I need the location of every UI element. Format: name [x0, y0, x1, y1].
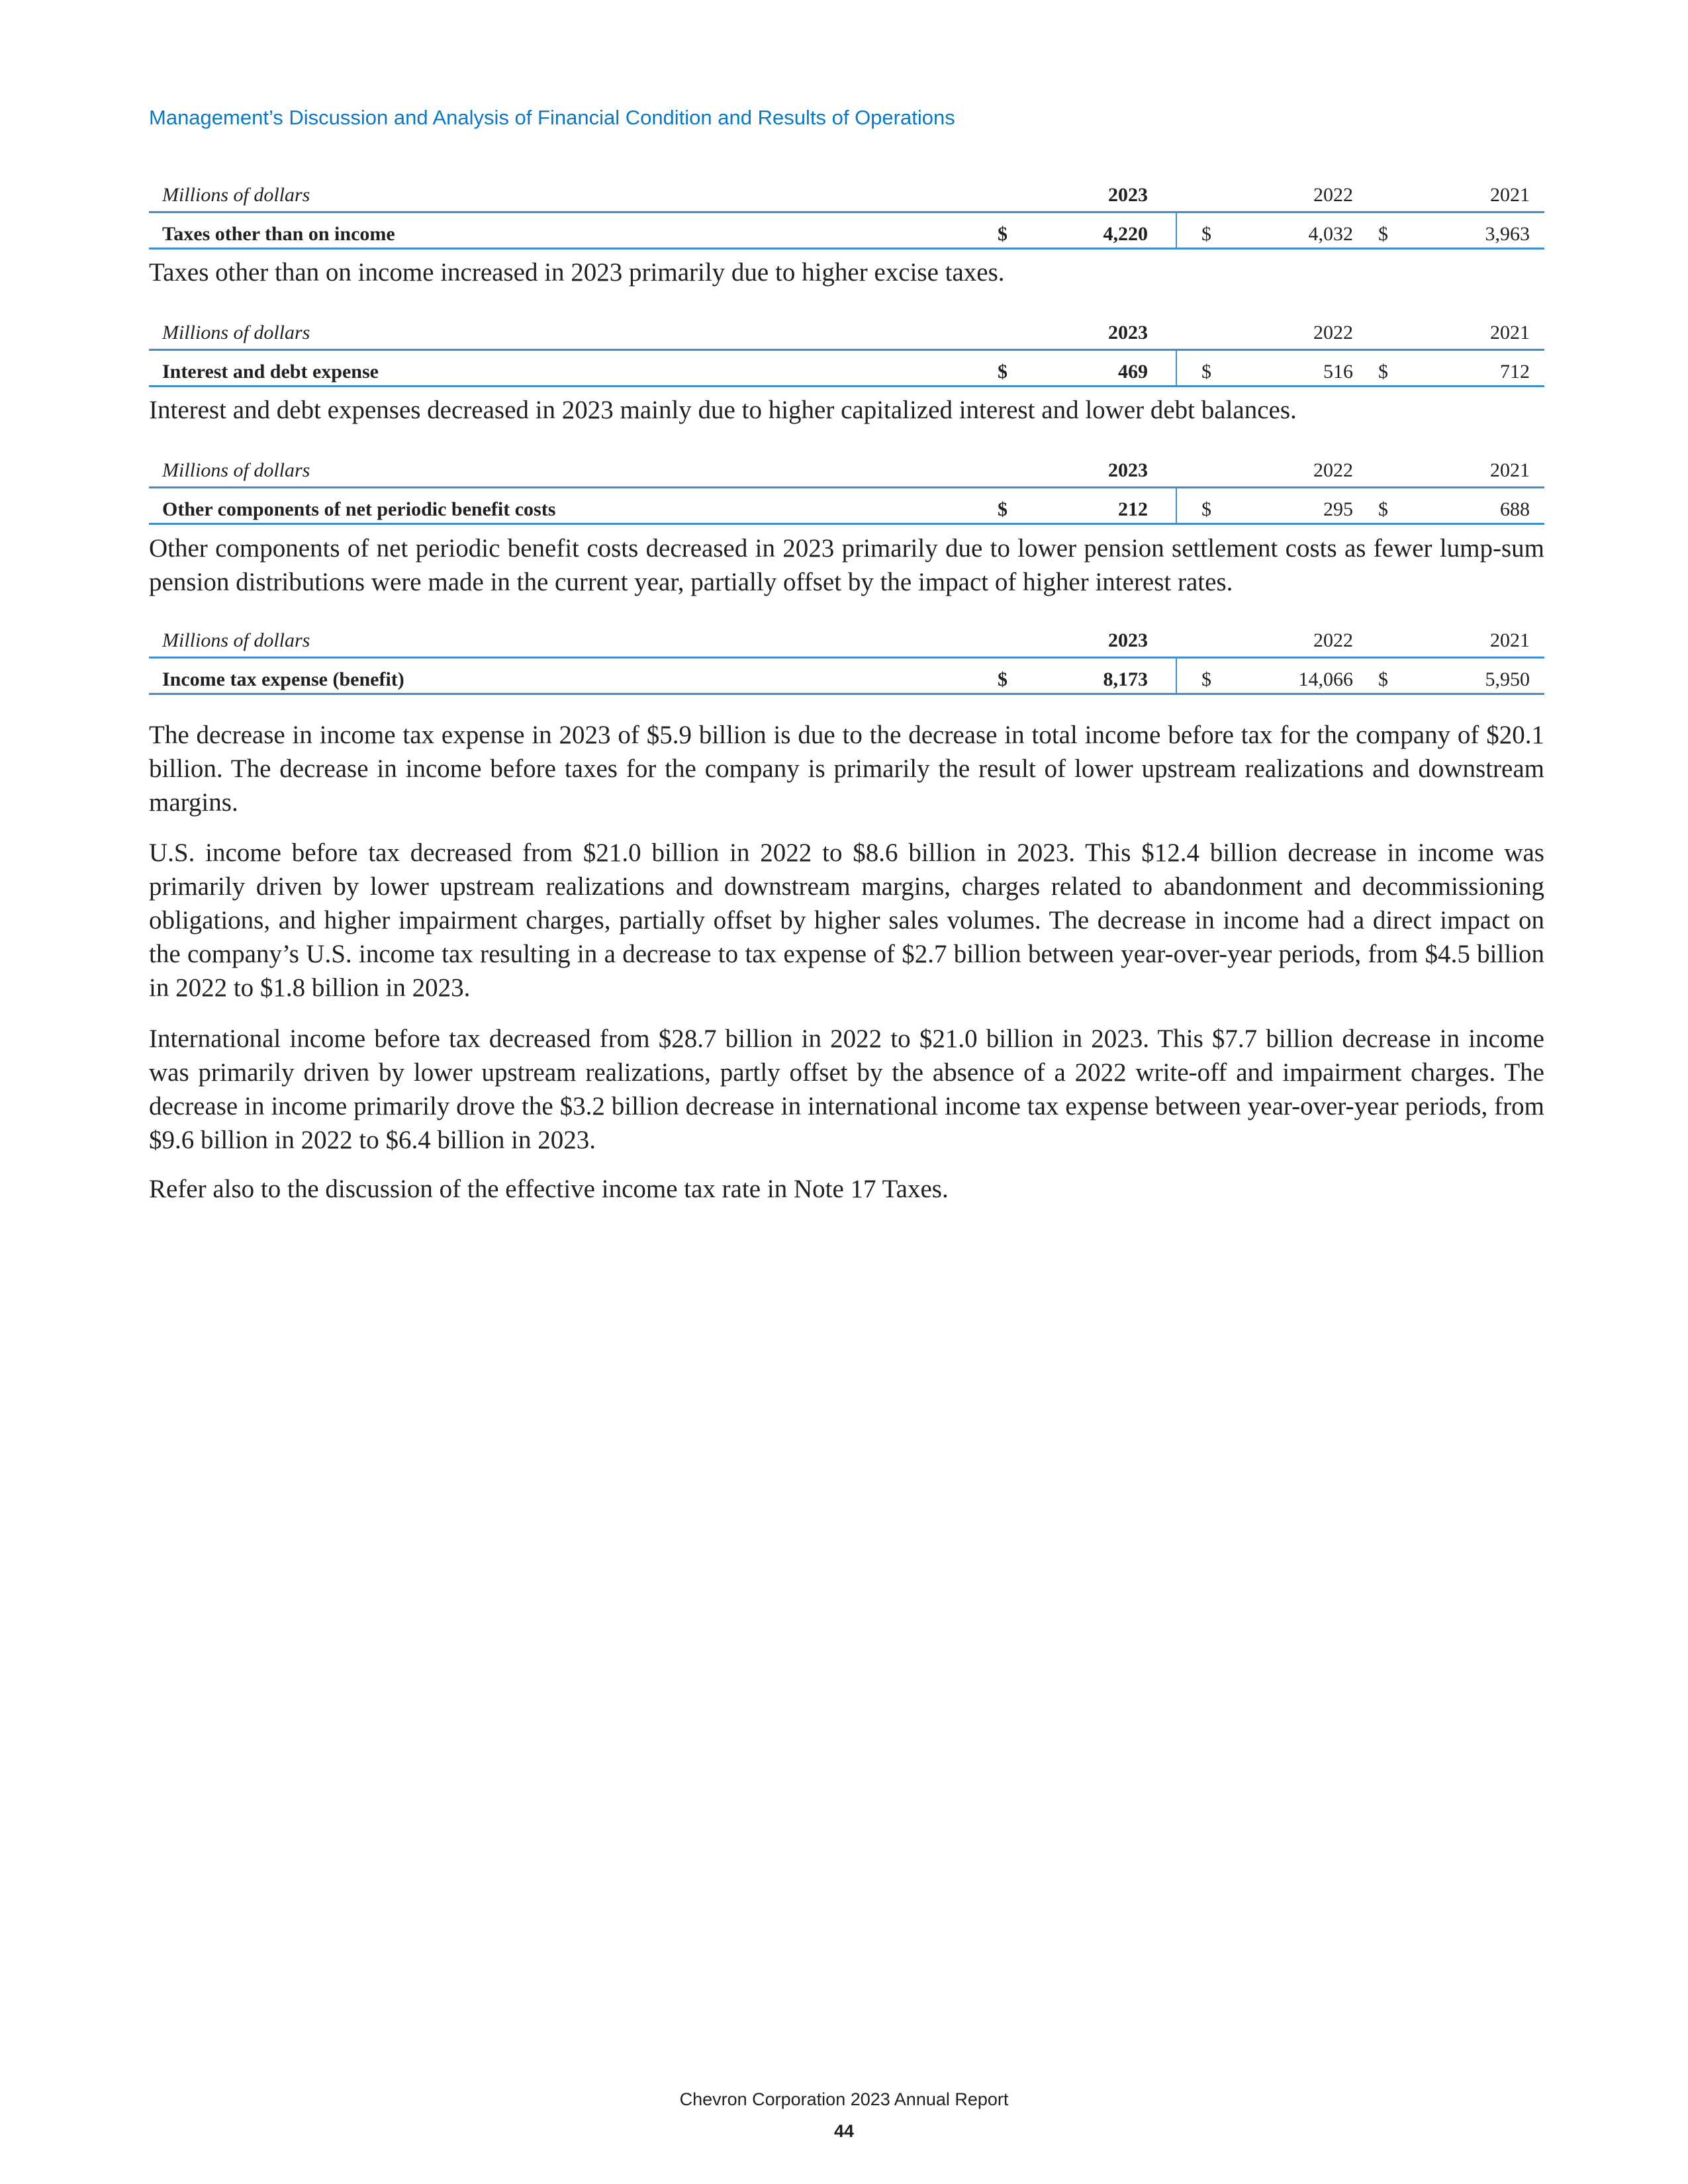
value-2021: 688 — [1500, 498, 1530, 520]
table-bottom-rule — [149, 248, 1544, 250]
year-2023-header: 2023 — [1108, 629, 1148, 651]
income-tax-paragraph-3: International income before tax decreased from $28.7 billion in 2022 to $21.0 billion in 2023. This $7.7 billion decrease in income was primarily driven by lower upstream realizations, partly offset by the absence of a 2022 write-off and impairment charges. The decrease in income primarily drove the $3.2 billion decrease in international income tax expense between year-over-year periods, from $9.6 billion in 2022 to $6.4 billion in 2023. — [149, 1024, 1544, 1154]
income-tax-paragraph-1: The decrease in income tax expense in 2023 of $5.9 billion is due to the decrease in total income before tax for the company of $20.1 billion. The decrease in income before taxes for the company is primarily the result of lower upstream realizations and downstream margins. — [149, 721, 1544, 817]
table-header-row — [149, 315, 1544, 348]
footer-report-title: Chevron Corporation 2023 Annual Report — [679, 2089, 1009, 2109]
value-2021: 712 — [1500, 361, 1530, 383]
benefit-costs-table — [149, 453, 1544, 525]
page-header-title: Management’s Discussion and Analysis of Financial Condition and Results of Operations — [149, 106, 955, 129]
value-2022: 516 — [1323, 361, 1353, 383]
currency-symbol: $ — [1378, 361, 1388, 383]
year-2021-header: 2021 — [1490, 322, 1530, 343]
value-2022: 14,066 — [1298, 668, 1353, 690]
column-divider — [1176, 211, 1177, 248]
table-row — [149, 215, 1544, 250]
year-2022-header: 2022 — [1313, 184, 1353, 206]
table-top-rule — [149, 349, 1544, 351]
value-2023: 212 — [1118, 498, 1148, 520]
income-tax-paragraph-2: U.S. income before tax decreased from $21.0 billion in 2022 to $8.6 billion in 2023. This $12.4 billion decrease in income was primarily driven by lower upstream realizations and downstream margins, charges related to abandonment and decommissioning obligations, and higher impairment charges, partially offset by higher sales volumes. The decrease in income had a direct impact on the company’s U.S. income tax resulting in a decrease to tax expense of $2.7 billion between year-over-year periods, from $4.5 billion in 2022 to $1.8 billion in 2023. — [149, 839, 1544, 1002]
interest-debt-table — [149, 315, 1544, 388]
refer-note-paragraph: Refer also to the discussion of the effective income tax rate in Note 17 Taxes. — [149, 1175, 949, 1203]
table-top-rule — [149, 486, 1544, 488]
table-header-row — [149, 623, 1544, 656]
year-2021-header: 2021 — [1490, 629, 1530, 651]
value-2022: 295 — [1323, 498, 1353, 520]
currency-symbol: $ — [1201, 498, 1211, 520]
page-number: 44 — [833, 2121, 855, 2141]
unit-label: Millions of dollars — [162, 322, 310, 343]
year-2023-header: 2023 — [1108, 184, 1148, 206]
column-divider — [1176, 349, 1177, 385]
currency-symbol: $ — [1378, 223, 1388, 245]
table-top-rule — [149, 211, 1544, 213]
year-2021-header: 2021 — [1490, 459, 1530, 481]
table-row — [149, 490, 1544, 525]
year-2022-header: 2022 — [1313, 322, 1353, 343]
table-top-rule — [149, 657, 1544, 659]
currency-symbol: $ — [1201, 223, 1211, 245]
year-2022-header: 2022 — [1313, 629, 1353, 651]
value-2023: 469 — [1118, 361, 1148, 383]
column-divider — [1176, 657, 1177, 693]
unit-label: Millions of dollars — [162, 629, 310, 651]
value-2023: 4,220 — [1103, 223, 1148, 245]
value-2023: 8,173 — [1103, 668, 1148, 690]
currency-symbol: $ — [1201, 668, 1211, 690]
table-row — [149, 353, 1544, 387]
currency-symbol: $ — [1201, 361, 1211, 383]
row-label: Other components of net periodic benefit costs — [162, 498, 556, 520]
unit-label: Millions of dollars — [162, 184, 310, 206]
table-header-row — [149, 453, 1544, 486]
year-2023-header: 2023 — [1108, 459, 1148, 481]
income-tax-table — [149, 623, 1544, 696]
taxes-other-paragraph: Taxes other than on income increased in 2023 primarily due to higher excise taxes. — [149, 258, 1005, 287]
unit-label: Millions of dollars — [162, 459, 310, 481]
currency-symbol: $ — [1378, 498, 1388, 520]
table-bottom-rule — [149, 693, 1544, 695]
column-divider — [1176, 486, 1177, 523]
value-2021: 3,963 — [1485, 223, 1530, 245]
currency-symbol: $ — [998, 223, 1008, 245]
benefit-costs-paragraph: Other components of net periodic benefit costs decreased in 2023 primarily due to lower pension settlement costs as fewer lump-sum pension distributions were made in the current year, partially offset by the impact of higher interest rates. — [149, 534, 1544, 596]
table-bottom-rule — [149, 385, 1544, 387]
year-2021-header: 2021 — [1490, 184, 1530, 206]
table-bottom-rule — [149, 523, 1544, 525]
table-row — [149, 660, 1544, 695]
row-label: Income tax expense (benefit) — [162, 668, 404, 690]
currency-symbol: $ — [998, 361, 1008, 383]
row-label: Taxes other than on income — [162, 223, 395, 245]
year-2023-header: 2023 — [1108, 322, 1148, 343]
currency-symbol: $ — [998, 498, 1008, 520]
row-label: Interest and debt expense — [162, 361, 379, 383]
interest-debt-paragraph: Interest and debt expenses decreased in 2023 mainly due to higher capitalized interest and lower debt balances. — [149, 396, 1297, 424]
taxes-other-table — [149, 177, 1544, 250]
currency-symbol: $ — [1378, 668, 1388, 690]
year-2022-header: 2022 — [1313, 459, 1353, 481]
table-header-row — [149, 177, 1544, 210]
value-2022: 4,032 — [1308, 223, 1353, 245]
value-2021: 5,950 — [1485, 668, 1530, 690]
currency-symbol: $ — [998, 668, 1008, 690]
